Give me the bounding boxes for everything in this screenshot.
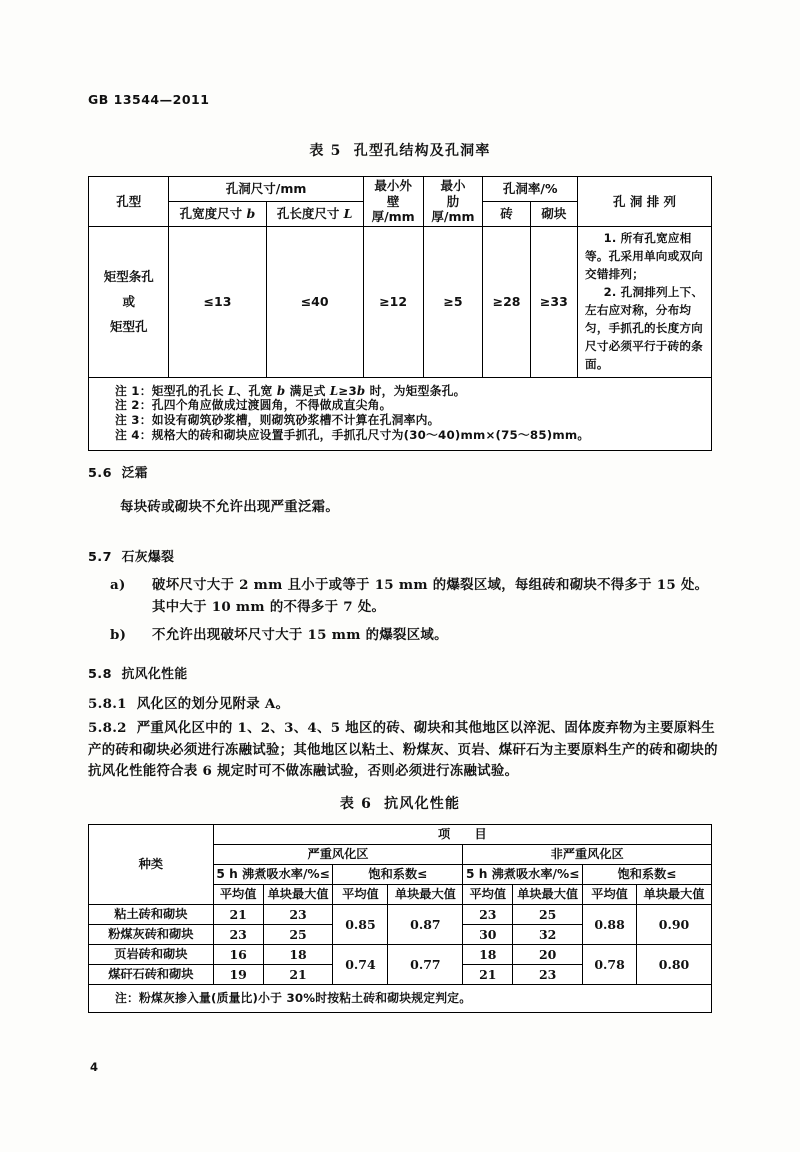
section-5-6-number: 5.6 (88, 466, 112, 481)
cell-nonsevere-max-1: 32 (513, 925, 583, 945)
cell-nonsevere-sat-avg-group-1: 0.78 (583, 945, 637, 985)
section-5-8-number: 5.8 (88, 667, 112, 682)
cell-severe-sat-avg-group-0: 0.85 (333, 905, 388, 945)
table-row (89, 177, 712, 202)
paragraph-5-8-2: 5.8.2 严重风化区中的 1、2、3、4、5 地区的砖、砌块和其他地区以淬泥、固体废弃物为主要原料生产的砖和砌块必须进行冻融试验；其他地区以粘土、粉煤灰、页岩、煤矸石为主要原料生产的砖和砌块的抗风化性能符合表 6 规定时可不做冻融试验，否则必须进行冻融试验。 (88, 720, 718, 780)
cell-nonsevere-sat-max-group-0: 0.90 (637, 905, 712, 945)
cell-severe-max-1: 25 (263, 925, 333, 945)
th-nonsevere-sat-avg: 平均值 (583, 885, 637, 905)
th-nonsevere-boil-avg: 平均值 (463, 885, 513, 905)
cell-severe-sat-max-group-1: 0.77 (388, 945, 463, 985)
cell-severe-max-3: 21 (263, 965, 333, 985)
table5-caption: 表 5 孔型孔结构及孔洞率 (309, 143, 491, 159)
cell-nonsevere-max-2: 20 (513, 945, 583, 965)
table5-note-2: 注 2：孔四个角应做成过渡圆角，不得做成直尖角。 (115, 398, 392, 413)
cell-brick-value: ≥28 (483, 226, 530, 377)
section-5-7-number: 5.7 (88, 550, 112, 565)
table-row (89, 905, 712, 925)
cell-kind-0: 粘土砖和砌块 (89, 905, 214, 925)
table6-note: 注：粉煤灰掺入量(质量比)小于 30%时按粘土砖和砌块规定判定。 (89, 985, 712, 1013)
cell-arrangement-value (578, 226, 712, 377)
cell-nonsevere-avg-3: 21 (463, 965, 513, 985)
table6-weathering-resistance (88, 824, 712, 1013)
th-nonsevere-boil-max: 单块最大值 (513, 885, 583, 905)
th-min-outer-wall-line1: 最小外 (374, 178, 412, 193)
section-5-6-title: 泛霜 (121, 466, 148, 481)
table-row (89, 945, 712, 965)
cell-severe-avg-1: 23 (213, 925, 263, 945)
arrangement-item-1: 1. 所有孔宽应相等。孔采用单向或双向交错排列； (585, 230, 703, 281)
th-severe-saturation: 饱和系数≤ (333, 865, 463, 885)
cell-severe-avg-2: 16 (213, 945, 263, 965)
th-non-severe-zone: 非严重风化区 (463, 845, 712, 865)
th-min-rib (423, 177, 483, 227)
list-marker-b: b) (110, 627, 127, 643)
th-min-rib-line1: 最小 (440, 178, 466, 193)
table5-note-4: 注 4：规格大的砖和砌块应设置手抓孔，手抓孔尺寸为(30～40)mm×(75～85)mm。 (115, 427, 590, 442)
th-severe-boil-max: 单块最大值 (263, 885, 333, 905)
table5-note-1: 注 1：矩型孔的孔长 L、孔宽 b 满足式 L≥3b 时，为矩型条孔。 (115, 383, 466, 398)
cell-nonsevere-sat-max-group-1: 0.80 (637, 945, 712, 985)
section-5-8-title: 抗风化性能 (121, 667, 188, 682)
th-hole-type: 孔型 (89, 177, 169, 227)
arrangement-item-2: 2. 孔洞排列上下、左右应对称，分布均匀，手抓孔的长度方向尺寸必须平行于砖的条面。 (585, 284, 704, 371)
section-heading-5-7 (88, 546, 174, 565)
th-severe-zone: 严重风化区 (213, 845, 463, 865)
hole-type-line2: 或 (122, 294, 135, 310)
cell-hole-type-value (89, 226, 169, 377)
cell-kind-1: 粉煤灰砖和砌块 (89, 925, 214, 945)
cell-severe-avg-0: 21 (213, 905, 263, 925)
th-nonsevere-saturation: 饱和系数≤ (583, 865, 712, 885)
cell-severe-max-0: 23 (263, 905, 333, 925)
standard-id-header: GB 13544—2011 (88, 92, 210, 107)
cell-severe-sat-avg-group-1: 0.74 (333, 945, 388, 985)
cell-nonsevere-max-3: 23 (513, 965, 583, 985)
list-item-a (110, 575, 720, 618)
cell-kind-2: 页岩砖和砌块 (89, 945, 214, 965)
section-heading-5-8 (88, 663, 188, 682)
table-row (89, 377, 712, 450)
th-min-outer-wall (363, 177, 423, 227)
table6-caption: 表 6 抗风化性能 (339, 796, 461, 812)
table5-note-3: 注 3：如设有砌筑砂浆槽，则砌筑砂浆槽不计算在孔洞率内。 (115, 413, 440, 428)
cell-kind-3: 煤矸石砖和砌块 (89, 965, 214, 985)
th-severe-boil-avg: 平均值 (213, 885, 263, 905)
cell-nonsevere-max-0: 25 (513, 905, 583, 925)
page-number: 4 (90, 1060, 99, 1074)
th-brick: 砖 (483, 201, 530, 226)
th-min-rib-line2: 肋厚/mm (431, 193, 475, 225)
paragraph-5-6: 每块砖或砌块不允许出现严重泛霜。 (120, 499, 340, 515)
th-hole-length: 孔长度尺寸 L (266, 201, 363, 226)
table-row (89, 226, 712, 377)
table5-hole-structure-porosity (88, 176, 712, 451)
cell-severe-avg-3: 19 (213, 965, 263, 985)
cell-nonsevere-avg-1: 30 (463, 925, 513, 945)
hole-type-line1: 矩型条孔 (103, 269, 154, 285)
cell-nonsevere-avg-0: 23 (463, 905, 513, 925)
th-hole-size-group: 孔洞尺寸/mm (169, 177, 363, 202)
cell-hole-length-value: ≤40 (266, 226, 363, 377)
th-kind: 种类 (89, 825, 214, 905)
th-severe-sat-avg: 平均值 (333, 885, 388, 905)
cell-severe-max-2: 18 (263, 945, 333, 965)
th-porosity-group: 孔洞率/% (483, 177, 578, 202)
th-severe-boil-absorption: 5 h 沸煮吸水率/%≤ (213, 865, 333, 885)
cell-min-rib-value: ≥5 (423, 226, 483, 377)
section-5-7-title: 石灰爆裂 (121, 550, 175, 565)
table-row (89, 825, 712, 845)
cell-block-value: ≥33 (530, 226, 577, 377)
th-hole-width: 孔宽度尺寸 b (169, 201, 266, 226)
hole-type-line3: 矩型孔 (109, 319, 148, 335)
th-item: 项 目 (213, 825, 711, 845)
cell-min-outer-wall-value: ≥12 (363, 226, 423, 377)
cell-nonsevere-sat-avg-group-0: 0.88 (583, 905, 637, 945)
paragraph-5-8-1: 5.8.1 风化区的划分见附录 A。 (88, 696, 290, 712)
table5-notes (89, 377, 712, 450)
th-nonsevere-sat-max: 单块最大值 (637, 885, 712, 905)
th-nonsevere-boil-absorption: 5 h 沸煮吸水率/%≤ (463, 865, 583, 885)
cell-nonsevere-avg-2: 18 (463, 945, 513, 965)
cell-hole-width-value: ≤13 (169, 226, 266, 377)
list-text-a: 破坏尺寸大于 2 mm 且小于或等于 15 mm 的爆裂区域，每组砖和砌块不得多于 15 处。其中大于 10 mm 的不得多于 7 处。 (152, 577, 709, 615)
th-arrangement: 孔 洞 排 列 (578, 177, 712, 227)
th-block: 砌块 (530, 201, 577, 226)
list-text-b: 不允许出现破坏尺寸大于 15 mm 的爆裂区域。 (152, 627, 448, 643)
section-heading-5-6 (88, 462, 148, 481)
th-severe-sat-max: 单块最大值 (388, 885, 463, 905)
cell-severe-sat-max-group-0: 0.87 (388, 905, 463, 945)
th-min-outer-wall-line2: 壁厚/mm (371, 193, 415, 225)
list-marker-a: a) (110, 577, 126, 593)
table-row (89, 985, 712, 1013)
list-item-b (110, 625, 720, 647)
